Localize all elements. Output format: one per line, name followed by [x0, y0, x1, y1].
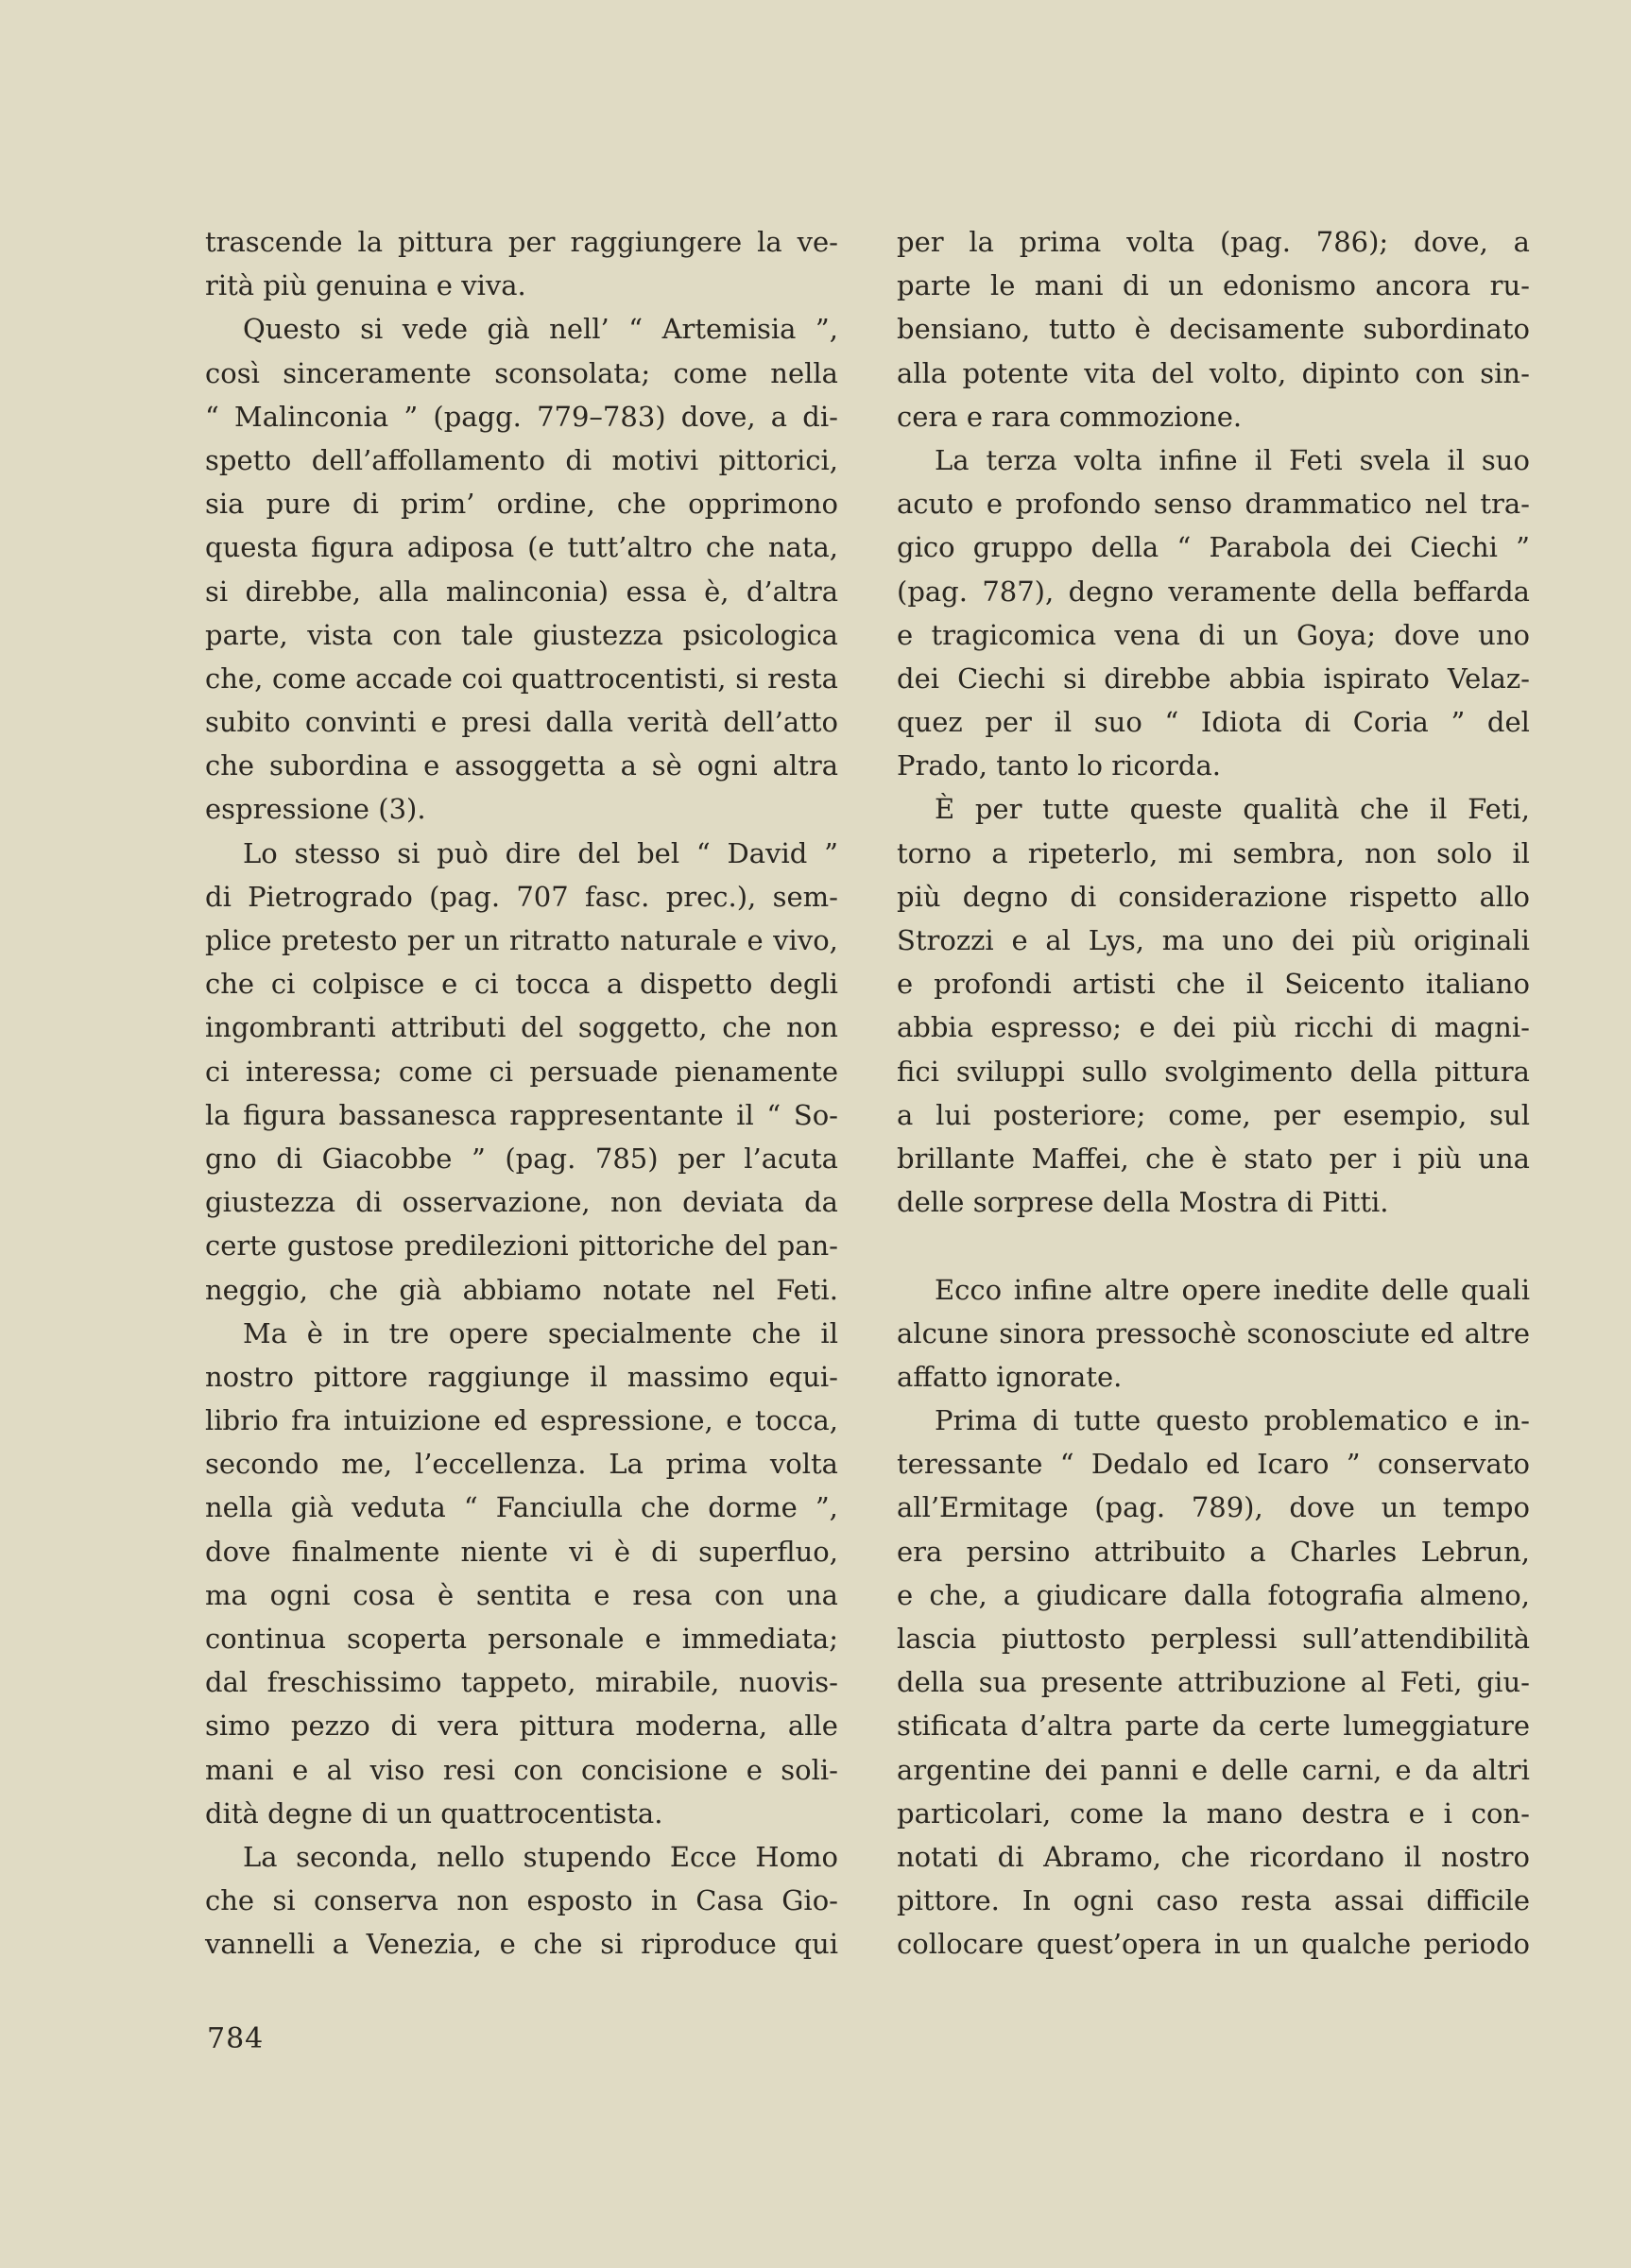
text-line: dove finalmente niente vi è di superfluo,	[205, 1535, 838, 1568]
text-line: bensiano, tutto è decisamente subordinato	[897, 313, 1530, 346]
text-line: più degno di considerazione rispetto allo	[897, 880, 1530, 913]
text-line: questa figura adiposa (e tutt’altro che nata,	[205, 531, 838, 564]
text-line: quez per il suo “ Idiota di Coria ” del	[897, 706, 1530, 739]
text-line: Strozzi e al Lys, ma uno dei più originali	[897, 924, 1530, 956]
text-line: ci interessa; come ci persuade pienamente	[205, 1055, 838, 1088]
text-line: giustezza di osservazione, non deviata da	[205, 1186, 838, 1219]
text-line: certe gustose predilezioni pittoriche del pan-	[205, 1229, 838, 1263]
text-line: dità degne di un quattrocentista.	[205, 1796, 663, 1830]
text-line: delle sorprese della Mostra di Pitti.	[897, 1186, 1389, 1219]
text-line: simo pezzo di vera pittura moderna, alle	[205, 1710, 838, 1743]
text-line: si direbbe, alla malinconia) essa è, d’altra	[205, 575, 838, 608]
text-line: per la prima volta (pag. 786); dove, a	[897, 226, 1530, 258]
text-line: teressante “ Dedalo ed Icaro ” conservato	[897, 1448, 1530, 1481]
text-line: secondo me, l’eccellenza. La prima volta	[205, 1448, 838, 1481]
text-line: dal freschissimo tappeto, mirabile, nuovis-	[205, 1666, 838, 1699]
text-line: la figura bassanesca rappresentante il “ So-	[205, 1098, 838, 1131]
text-line: alla potente vita del volto, dipinto con sin-	[897, 356, 1530, 389]
text-line: nella già veduta “ Fanciulla che dorme ”,	[205, 1491, 838, 1524]
text-line: affatto ignorate.	[897, 1360, 1123, 1393]
text-line: pittore. In ogni caso resta assai difficile	[897, 1884, 1530, 1917]
left-column	[205, 220, 838, 1967]
text-line: torno a ripeterlo, mi sembra, non solo il	[897, 836, 1530, 869]
text-line: neggio, che già abbiamo notate nel Feti.	[205, 1273, 838, 1306]
text-line: acuto e profondo senso drammatico nel tra-	[897, 488, 1530, 521]
text-line: Prado, tanto lo ricorda.	[897, 749, 1221, 782]
text-line: dei Ciechi si direbbe abbia ispirato Velaz-	[897, 662, 1530, 695]
text-line: all’Ermitage (pag. 789), dove un tempo	[897, 1491, 1530, 1524]
text-line: alcune sinora pressochè sconosciute ed altre	[897, 1316, 1530, 1349]
text-line: sia pure di prim’ ordine, che opprimono	[205, 488, 838, 521]
text-line: della sua presente attribuzione al Feti, giu-	[897, 1666, 1530, 1699]
text-line: È per tutte queste qualità che il Feti,	[935, 793, 1530, 826]
text-line: gno di Giacobbe ” (pag. 785) per l’acuta	[205, 1142, 838, 1175]
text-line: che subordina e assoggetta a sè ogni altra	[205, 749, 838, 782]
text-line: e tragicomica vena di un Goya; dove uno	[897, 618, 1530, 651]
text-line: e che, a giudicare dalla fotografia almeno,	[897, 1578, 1530, 1611]
text-line: argentine dei panni e delle carni, e da altri	[897, 1753, 1530, 1786]
text-line: La seconda, nello stupendo Ecce Homo	[243, 1840, 838, 1873]
text-line: così sinceramente sconsolata; come nella	[205, 356, 838, 389]
text-line: mani e al viso resi con concisione e soli-	[205, 1753, 838, 1786]
text-line: (pag. 787), degno veramente della beffarda	[897, 575, 1530, 608]
text-line: particolari, come la mano destra e i con-	[897, 1796, 1530, 1830]
text-line: Ecco infine altre opere inedite delle quali	[935, 1273, 1530, 1306]
text-line: lascia piuttosto perplessi sull’attendibilità	[897, 1623, 1530, 1655]
right-column	[897, 220, 1530, 1967]
text-line: che ci colpisce e ci tocca a dispetto degli	[205, 968, 838, 1001]
text-line: “ Malinconia ” (pagg. 779–783) dove, a di-	[205, 400, 838, 433]
text-line: continua scoperta personale e immediata;	[205, 1623, 838, 1655]
text-line: Ma è in tre opere specialmente che il	[243, 1316, 838, 1349]
text-line: abbia espresso; e dei più ricchi di magni-	[897, 1011, 1530, 1044]
text-line: stificata d’altra parte da certe lumeggiature	[897, 1710, 1530, 1743]
text-line: era persino attribuito a Charles Lebrun,	[897, 1535, 1530, 1568]
text-line: gico gruppo della “ Parabola dei Ciechi ”	[897, 531, 1530, 564]
text-line: librio fra intuizione ed espressione, e tocca,	[205, 1404, 838, 1437]
text-line: trascende la pittura per raggiungere la ve-	[205, 226, 838, 258]
text-line: ingombranti attributi del soggetto, che non	[205, 1011, 838, 1044]
text-line: brillante Maffei, che è stato per i più una	[897, 1142, 1530, 1175]
page-number: 784	[207, 2022, 265, 2055]
text-line: collocare quest’opera in un qualche periodo	[897, 1928, 1530, 1961]
text-line: ma ogni cosa è sentita e resa con una	[205, 1578, 838, 1611]
text-line: espressione (3).	[205, 793, 426, 826]
paragraph-gap	[897, 1224, 1530, 1267]
text-line: parte le mani di un edonismo ancora ru-	[897, 269, 1530, 302]
text-line: nostro pittore raggiunge il massimo equi-	[205, 1360, 838, 1393]
text-line: e profondi artisti che il Seicento italiano	[897, 968, 1530, 1001]
text-line: notati di Abramo, che ricordano il nostro	[897, 1840, 1530, 1873]
text-line: a lui posteriore; come, per esempio, sul	[897, 1098, 1530, 1131]
text-line: che, come accade coi quattrocentisti, si resta	[205, 662, 838, 695]
text-line: parte, vista con tale giustezza psicologica	[205, 618, 838, 651]
text-line: di Pietrogrado (pag. 707 fasc. prec.), sem-	[205, 880, 838, 913]
text-line: fici sviluppi sullo svolgimento della pittura	[897, 1055, 1530, 1088]
text-line: che si conserva non esposto in Casa Gio-	[205, 1884, 838, 1917]
text-line: cera e rara commozione.	[897, 400, 1243, 433]
text-line: subito convinti e presi dalla verità dell’atto	[205, 706, 838, 739]
text-line: La terza volta infine il Feti svela il suo	[935, 443, 1530, 476]
text-line: Lo stesso si può dire del bel “ David ”	[243, 836, 838, 869]
text-line: rità più genuina e viva.	[205, 269, 526, 302]
text-line: vannelli a Venezia, e che si riproduce qui	[205, 1928, 838, 1961]
text-line: Questo si vede già nell’ “ Artemisia ”,	[243, 313, 838, 346]
text-line: plice pretesto per un ritratto naturale e vivo,	[205, 924, 838, 956]
text-line: spetto dell’affollamento di motivi pittorici,	[205, 443, 838, 476]
text-line: Prima di tutte questo problematico e in-	[935, 1404, 1530, 1437]
